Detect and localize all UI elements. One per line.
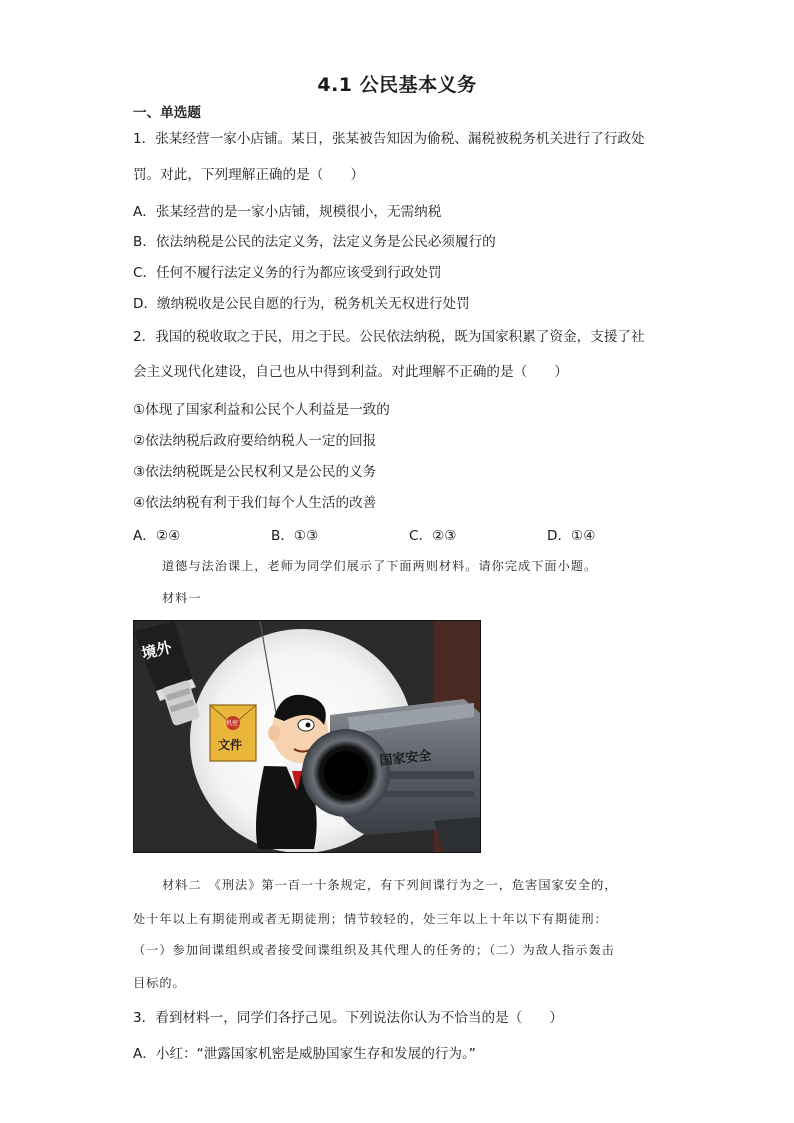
materials-intro: 道德与法治课上，老师为同学们展示了下面两则材料。请你完成下面小题。 bbox=[162, 559, 598, 573]
q2-stem-line2: 会主义现代化建设，自己也从中得到利益。对此理解不正确的是（ ） bbox=[133, 364, 568, 380]
q1-option-b: B．依法纳税是公民的法定义务，法定义务是公民必须履行的 bbox=[133, 234, 496, 250]
q2-option-d: D．①④ bbox=[547, 528, 596, 544]
q2-stem-line1: 2．我国的税收取之于民，用之于民。公民依法纳税，既为国家积累了资金，支援了社 bbox=[133, 329, 645, 345]
q1-stem-line2: 罚。对此，下列理解正确的是（ ） bbox=[133, 167, 365, 183]
secret-envelope-illustration bbox=[210, 705, 256, 761]
material1-label: 材料一 bbox=[162, 591, 202, 605]
envelope-label: 文件 bbox=[218, 738, 243, 752]
gun-label: 国家安全 bbox=[378, 748, 433, 769]
q2-statement-1: ①体现了国家利益和公民个人利益是一致的 bbox=[133, 402, 390, 418]
material2-line2: 处十年以上有期徒刑或者无期徒刑；情节较轻的，处三年以上十年以下有期徒刑： bbox=[133, 912, 608, 926]
q2-statement-2: ②依法纳税后政府要给纳税人一定的回报 bbox=[133, 433, 377, 449]
sleeve-label: 境外 bbox=[139, 638, 174, 663]
q2-option-a: A．②④ bbox=[133, 528, 181, 544]
q1-stem-line1: 1．张某经营一家小店铺。某日，张某被告知因为偷税、漏税被税务机关进行了行政处 bbox=[133, 131, 645, 147]
q1-option-c: C．任何不履行法定义务的行为都应该受到行政处罚 bbox=[133, 265, 442, 281]
q2-statement-3: ③依法纳税既是公民权利又是公民的义务 bbox=[133, 464, 377, 480]
material1-cartoon bbox=[133, 620, 481, 853]
envelope-seal: 机密 bbox=[226, 720, 239, 727]
q3-option-a: A．小红：“泄露国家机密是威胁国家生存和发展的行为。” bbox=[133, 1046, 476, 1062]
q1-option-a: A．张某经营的是一家小店铺，规模很小，无需纳税 bbox=[133, 204, 442, 220]
q2-option-c: C．②③ bbox=[409, 528, 457, 544]
q2-option-b: B．①③ bbox=[271, 528, 319, 544]
q1-option-d: D．缴纳税收是公民自愿的行为，税务机关无权进行处罚 bbox=[133, 296, 470, 312]
material2-line1: 材料二 《刑法》第一百一十条规定，有下列间谍行为之一，危害国家安全的， bbox=[162, 878, 618, 892]
section-heading: 一、单选题 bbox=[133, 105, 201, 121]
q3-stem: 3．看到材料一，同学们各抒己见。下列说法你认为不恰当的是（ ） bbox=[133, 1010, 564, 1026]
material2-line3: （一）参加间谍组织或者接受间谍组织及其代理人的任务的；（二）为敌人指示轰击 bbox=[133, 943, 615, 957]
page-title: 4.1 公民基本义务 bbox=[317, 74, 477, 96]
material2-line4: 目标的。 bbox=[133, 976, 186, 990]
q2-statement-4: ④依法纳税有利于我们每个人生活的改善 bbox=[133, 495, 377, 511]
